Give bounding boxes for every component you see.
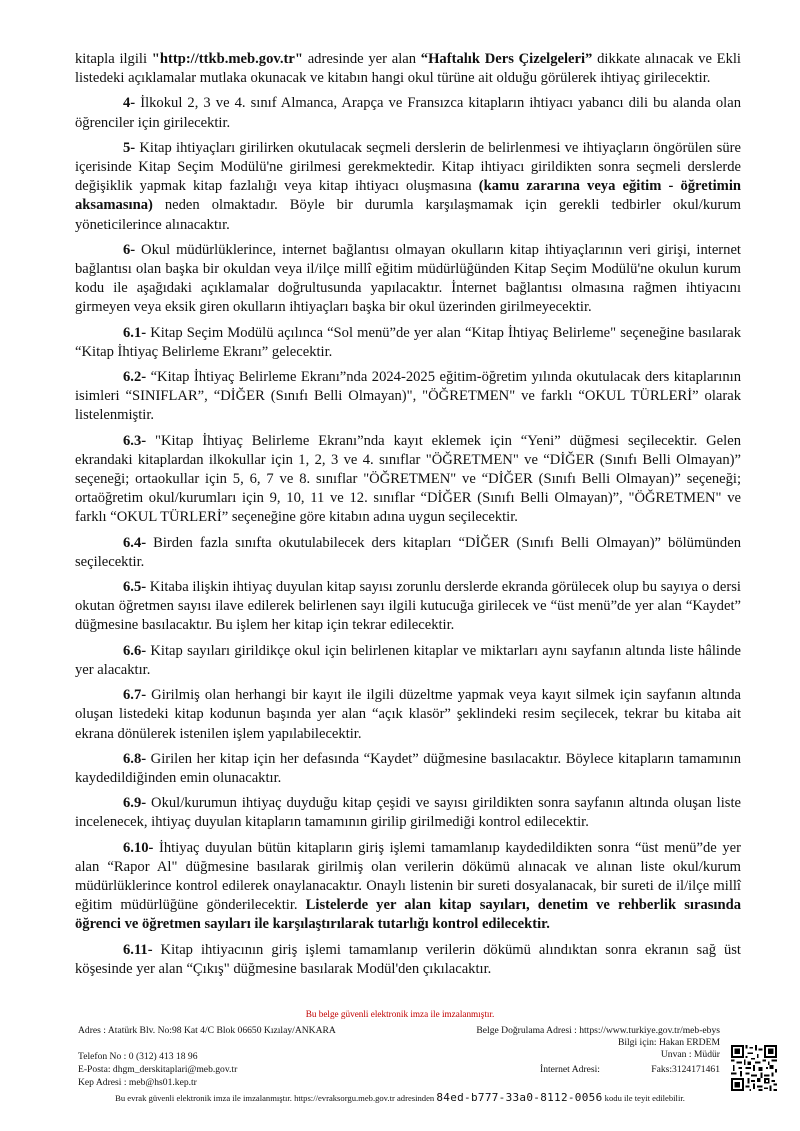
footer-phone: Telefon No : 0 (312) 413 18 96 <box>78 1051 198 1062</box>
paragraph <box>75 534 741 572</box>
paragraph <box>75 368 741 426</box>
bold-text: 6.11- <box>123 941 153 958</box>
paragraph <box>75 578 741 636</box>
bold-text: “Haftalık Ders Çizelgeleri” <box>420 51 593 67</box>
paragraph <box>75 839 741 935</box>
bold-text: 6.8- <box>123 750 147 767</box>
text-run: Kitap Seçim Modülü açılınca “Sol menü”de yer alan “Kitap İhtiyaç Belirleme" seçeneğine basılarak “Kitap İhtiyaç Belirleme Ekranı” gelecektir. <box>75 324 741 360</box>
text-run: neden olmaktadır. Böyle bir durumla karşılaşmamak için gerekli tedbirler okul/kurum yöneticilerince alınacaktır. <box>75 197 741 233</box>
paragraph <box>75 794 741 832</box>
footer-verify-line <box>0 1092 800 1104</box>
footer-verify-address: Belge Doğrulama Adresi : https://www.turkiye.gov.tr/meb-ebys <box>476 1025 720 1036</box>
text-run: Kitaba ilişkin ihtiyaç duyulan kitap sayısı zorunlu derslerde ekranda görülecek olup bu sayıya o dersi okutan öğretmen sayısı ilave edilerek belirlenen sayı ilgili kutucuğa girilecek ve “üst menü”de yer alan “Kaydet” düğmesine basılacaktır. Bu işlem her kitap için tekrar edilecektir. <box>75 579 741 634</box>
text-run: Girilen her kitap için her defasında “Kaydet” düğmesine basılacaktır. Böylece kitapların tamamının kaydedildiğinden emin olunacaktır. <box>75 750 741 786</box>
bold-text: 6.9- <box>123 795 147 812</box>
bold-text: 6.7- <box>123 687 147 704</box>
document-body <box>75 50 741 985</box>
footer-title: Unvan : Müdür <box>660 1049 720 1060</box>
text-run: kitapla ilgili <box>75 51 152 67</box>
text-run: dikkate alınacak ve Ekli listedeki açıklamalar mutlaka okunacak ve kitabın hangi okul türüne ait olduğu görülerek ihtiyaç girilecektir. <box>75 51 741 87</box>
text-run: Kitap ihtiyacının giriş işlemi tamamlanıp verilerin dökümü alındıktan sonra ekranın sağ üst köşesinde yer alan “Çıkış" düğmesine basılarak Modül'den çıkılacaktır. <box>75 941 741 977</box>
verify-suffix: kodu ile teyit edilebilir. <box>604 1093 685 1103</box>
paragraph <box>75 94 741 132</box>
bold-text: 6- <box>123 241 136 258</box>
bold-text: 6.2- <box>123 369 147 386</box>
bold-text: 5- <box>123 139 136 156</box>
bold-text: 6.4- <box>123 534 147 551</box>
bold-text: "http://ttkb.meb.gov.tr" <box>151 51 303 67</box>
bold-text: 4- <box>123 95 136 112</box>
qr-code-icon <box>731 1045 777 1091</box>
bold-text: 6.6- <box>123 642 147 659</box>
text-run: Birden fazla sınıfta okutulabilecek ders kitapları “DİĞER (Sınıfı Belli Olmayan)” bölümünden seçilecektir. <box>75 534 741 570</box>
paragraph <box>75 50 741 88</box>
text-run: İhtiyaç duyulan bütün kitapların giriş işlemi tamamlanıp kaydedildikten sonra “üst menü”de yer alan “Rapor Al" düğmesine basılarak girilmiş olan verilerin dökümü alınacak ve alınan liste okul/kurum müdürlüklerince kontrol edilerek onaylanacaktır. Onaylı listenin bir sureti dosyalanacak, bir sureti de il/ilçe millî eğitim müdürlüğüne gönderilecektir. <box>75 839 741 914</box>
text-run: İlkokul 2, 3 ve 4. sınıf Almanca, Arapça ve Fransızca kitapların ihtiyacı yabancı dili bu alanda olan öğrenciler için girilecektir. <box>75 95 741 131</box>
paragraph <box>75 686 741 744</box>
bold-text: (kamu zararına veya eğitim - öğretimin aksamasına) <box>75 178 741 214</box>
paragraph <box>75 241 741 318</box>
bold-text: 6.1- <box>123 324 147 341</box>
document-footer <box>0 1006 800 1131</box>
text-run: “Kitap İhtiyaç Belirleme Ekranı”nda 2024-2025 eğitim-öğretim yılında okutulacak ders kitaplarının isimleri “SINIFLAR”, “DİĞER (Sınıfı Belli Olmayan)", "ÖĞRETMEN" ve farklı “OKUL TÜRLERİ” olarak listelenmiştir. <box>75 369 741 424</box>
footer-email: E-Posta: dhgm_derskitaplari@meb.gov.tr <box>78 1064 238 1075</box>
bold-text: 6.3- <box>123 432 147 449</box>
text-run: adresinde yer alan <box>302 51 421 67</box>
text-run: Okul müdürlüklerince, internet bağlantısı olmayan okulların kitap ihtiyaçlarının veri girişi, internet bağlantısı olan başka bir okuldan veya il/ilçe millî eğitim müdürlüğünden Kitap Seçim Modülü'ne okulun kurum kodu ile aşağıdaki açıklamalar doğrultusunda yapılacaktır. İnternet bağlantısı olmasına rağmen ihtiyacını girmeyen veya eksik giren okulların ihtiyaçları başka bir okul üzerinden girilmeyecektir. <box>75 241 741 316</box>
bold-text: 6.10- <box>123 839 154 856</box>
text-run: Kitap sayıları girildikçe okul için belirlenen kitaplar ve miktarları aynı sayfanın altında liste hâlinde yer alacaktır. <box>75 642 741 678</box>
verify-prefix: Bu evrak güvenli elektronik imza ile imzalanmıştır. https://evraksorgu.meb.gov.tr adresinden <box>115 1093 435 1103</box>
paragraph <box>75 432 741 528</box>
paragraph <box>75 941 741 979</box>
paragraph <box>75 139 741 235</box>
footer-kep: Kep Adresi : meb@hs01.kep.tr <box>78 1077 197 1088</box>
paragraph <box>75 750 741 788</box>
paragraph <box>75 642 741 680</box>
text-run: Okul/kurumun ihtiyaç duyduğu kitap çeşidi ve sayısı girildikten sonra sayfanın altında oluşan liste incelenecek, ihtiyaç duyulan kitapların tamamının girilip girilmediği kontrol edilecektir. <box>75 795 741 831</box>
verify-code: 84ed-b777-33a0-8112-0056 <box>436 1091 603 1104</box>
footer-internet-label: İnternet Adresi: <box>540 1064 600 1075</box>
footer-info-person: Bilgi için: Hakan ERDEM <box>617 1037 720 1048</box>
paragraph <box>75 324 741 362</box>
footer-address: Adres : Atatürk Blv. No:98 Kat 4/C Blok 06650 Kızılay/ANKARA <box>78 1025 336 1036</box>
text-run: Kitap ihtiyaçları girilirken okutulacak seçmeli derslerin de belirlenmesi ve ihtiyaçların öngörülen süre içerisinde Kitap Seçim Modülü'ne girilmesi gerekmektedir. Kitap ihtiyacı girildikten sonra seçmeli derslerde değişiklik yapmak kitap fazlalığı veya kitap ihtiyacı oluşmasına <box>75 139 741 195</box>
bold-text: 6.5- <box>123 579 147 596</box>
text-run: "Kitap İhtiyaç Belirleme Ekranı”nda kayıt eklemek için “Yeni” düğmesi seçilecektir. Gelen ekrandaki kitaplardan ilkokullar için 1, 2, 3 ve 4. sınıflar "ÖĞRETMEN" ve “DİĞER (Sınıfı Belli Olmayan)” seçeneği; ortaokullar için 5, 6, 7 ve 8. sınıflar "ÖĞRETMEN" ve “DİĞER (Sınıfı Belli Olmayan)” seçeneği; ortaöğretim okul/kurumları için 9, 10, 11 ve 12. sınıflar “DİĞER (Sınıfı Belli Olmayan)”, "ÖĞRETMEN" ve farklı “OKUL TÜRLERİ” seçeneğine göre kitabın adına uygun seçilecektir. <box>75 432 741 526</box>
bold-text: Listelerde yer alan kitap sayıları, denetim ve rehberlik sırasında öğrenci ve öğretmen sayıları ile karşılaştırılarak tutarlığı kontrol edilecektir. <box>75 897 742 933</box>
footer-fax: Faks:3124171461 <box>651 1064 720 1075</box>
text-run: Girilmiş olan herhangi bir kayıt ile ilgili düzeltme yapmak veya kayıt silmek için sayfanın altında oluşan listedeki kitap kodunun başında yer alan “açık klasör” şeklindeki resim seçilecek, tekrar bu kitaba ait ekrana dönülerek istenilen işlem yapılabilecektir. <box>75 687 741 742</box>
e-signature-notice: Bu belge güvenli elektronik imza ile imzalanmıştır. <box>305 1009 495 1019</box>
